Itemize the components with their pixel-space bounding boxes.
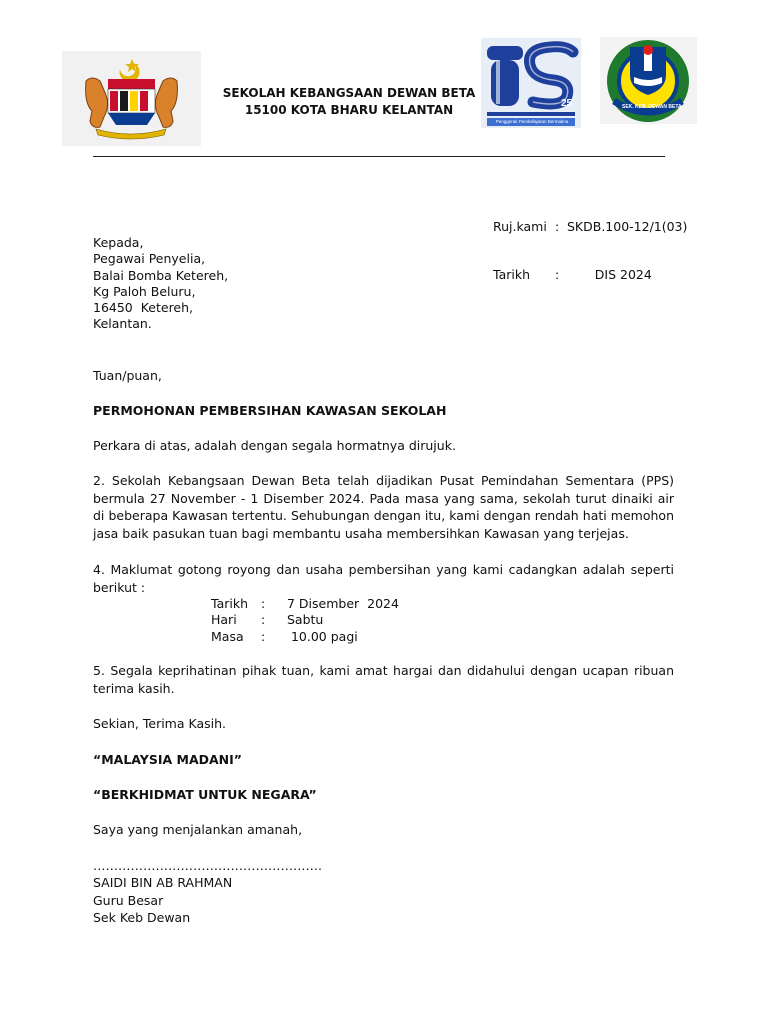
detail-row-tarikh xyxy=(211,596,399,612)
detail-value: 7 Disember 2024 xyxy=(287,596,399,611)
school-address: 15100 KOTA BHARU KELANTAN xyxy=(244,103,454,117)
ts25-tagline: Penggerak Pembelajaran Bermakna xyxy=(495,119,569,124)
address-line: Balai Bomba Ketereh, xyxy=(93,267,229,283)
detail-separator: : xyxy=(261,612,266,628)
crest-motto: SEK. KEB. DEWAN BETA xyxy=(622,104,682,110)
intro-paragraph: Perkara di atas, adalah dengan segala hormatnya dirujuk. xyxy=(93,438,456,453)
salutation: Tuan/puan, xyxy=(93,368,162,383)
tarikh-separator: : xyxy=(555,267,560,282)
recipient-address xyxy=(93,235,228,333)
detail-separator: : xyxy=(261,596,266,611)
header-divider xyxy=(93,156,665,157)
address-line: 16450 Ketereh, xyxy=(93,300,194,316)
tarikh-value: DIS 2024 xyxy=(594,267,652,282)
detail-value: 10.00 pagi xyxy=(287,628,358,644)
reference-block xyxy=(493,187,687,299)
closing: Sekian, Terima Kasih. xyxy=(93,716,227,731)
paragraph-2: 2. Sekolah Kebangsaan Dewan Beta telah dijadikan Pusat Pemindahan Sementara (PPS) bermula 27 November - 1 Disember 2024. Pada masa yang sama, sekolah turut dinaiki air di beberapa Kawasan tertentu. Sehubungan dengan itu, kami dengan rendah hati memohon jasa baik pasukan tuan bagi membantu usaha membersihkan Kawasan yang terjejas. xyxy=(93,473,674,541)
detail-separator: : xyxy=(261,628,266,644)
slogan-malaysia-madani: “MALAYSIA MADANI” xyxy=(93,752,242,767)
event-details xyxy=(211,596,399,645)
tarikh-label: Tarikh xyxy=(493,267,530,282)
paragraph-4: 4. Maklumat gotong royong dan usaha pembersihan yang kami cadangkan adalah seperti berikut : xyxy=(93,562,674,595)
detail-label: Tarikh xyxy=(211,596,248,611)
detail-label: Masa xyxy=(211,628,244,644)
detail-value: Sabtu xyxy=(287,612,324,628)
signatory-name: SAIDI BIN AB RAHMAN xyxy=(93,875,233,891)
detail-row-hari xyxy=(211,612,399,628)
signature-block xyxy=(93,857,322,926)
signature-line: ………………………………………………. xyxy=(93,858,322,873)
school-name: SEKOLAH KEBANGSAAN DEWAN BETA xyxy=(222,86,476,100)
tarikh-row xyxy=(493,267,687,283)
address-line: Kelantan. xyxy=(93,316,152,332)
detail-label: Hari xyxy=(211,612,237,628)
slogan-berkhidmat: “BERKHIDMAT UNTUK NEGARA” xyxy=(93,787,317,802)
address-line: Kepada, xyxy=(93,235,144,250)
ruj-separator: : xyxy=(555,219,560,234)
ts25-logo xyxy=(481,38,581,128)
signatory-title: Guru Besar xyxy=(93,892,164,908)
ruj-label: Ruj.kami xyxy=(493,219,547,234)
detail-row-masa xyxy=(211,629,399,645)
signatory-school: Sek Keb Dewan xyxy=(93,909,191,925)
coat-of-arms-logo xyxy=(62,51,201,146)
address-line: Kg Paloh Beluru, xyxy=(93,283,196,299)
paragraph-5: 5. Segala keprihatinan pihak tuan, kami amat hargai dan didahului dengan ucapan ribuan terima kasih. xyxy=(93,663,674,696)
trust-line: Saya yang menjalankan amanah, xyxy=(93,822,303,837)
school-crest-logo xyxy=(600,37,697,124)
letter-subject: PERMOHONAN PEMBERSIHAN KAWASAN SEKOLAH xyxy=(93,403,447,418)
ruj-row xyxy=(493,219,687,235)
ts25-number: 25 xyxy=(561,98,573,109)
address-line: Pegawai Penyelia, xyxy=(93,251,206,267)
ruj-value: SKDB.100-12/1(03) xyxy=(566,219,688,234)
school-header xyxy=(210,85,488,119)
